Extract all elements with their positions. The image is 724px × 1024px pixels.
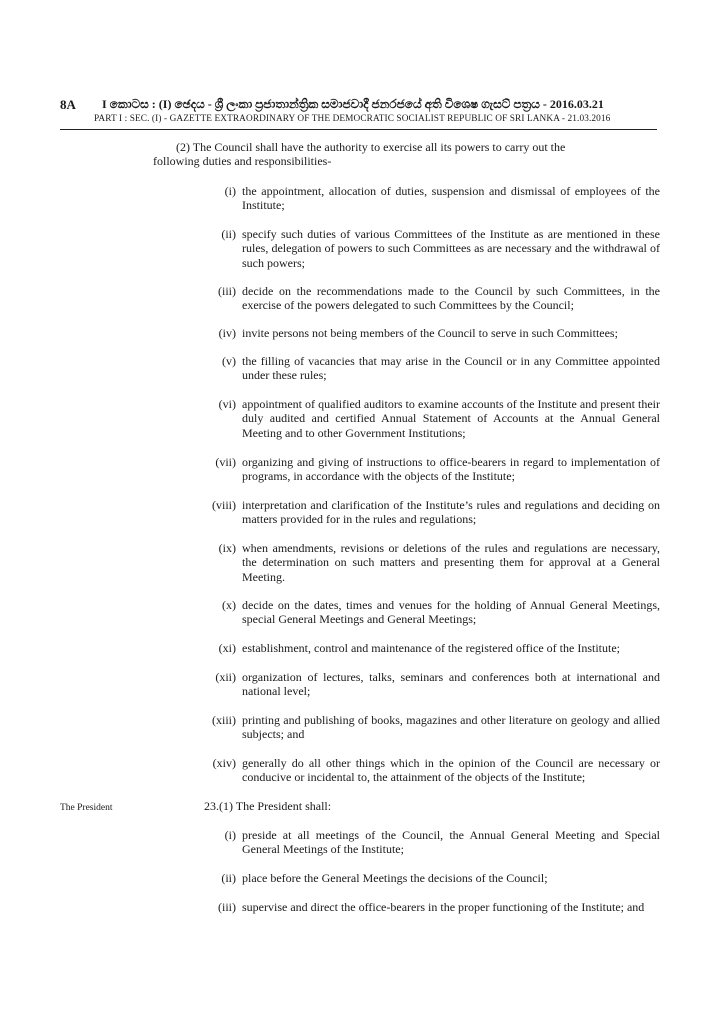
item-number: (ii)	[221, 227, 236, 241]
item-number: (ix)	[218, 541, 236, 555]
header-rule	[60, 129, 657, 130]
item-number: (iii)	[218, 284, 236, 298]
item-number: (vi)	[218, 397, 236, 411]
item-text: printing and publishing of books, magazines and other literature on geology and allied subjects; and	[242, 713, 660, 742]
page-number: 8A	[60, 97, 76, 112]
item-text: establishment, control and maintenance of the registered office of the Institute;	[242, 641, 620, 655]
header-english-line: PART I : SEC. (I) - GAZETTE EXTRAORDINARY OF THE DEMOCRATIC SOCIALIST REPUBLIC OF SRI LANKA - 21.03.2016	[94, 114, 611, 124]
item-number: (xiv)	[212, 756, 236, 770]
item-number: (xiii)	[212, 713, 236, 727]
item-number: (xii)	[215, 670, 236, 684]
item-number: (ii)	[221, 871, 236, 885]
item-number: (iii)	[218, 900, 236, 914]
item-text: organizing and giving of instructions to office-bearers in regard to implementation of programs, in accordance with the objects of the Institute;	[242, 455, 660, 484]
item-number: (iv)	[218, 326, 236, 340]
item-number: (v)	[222, 354, 236, 368]
item-number: (x)	[222, 598, 236, 612]
item-text: interpretation and clarification of the Institute’s rules and regulations and deciding on matters provided for in the rules and regulations;	[242, 498, 660, 527]
item-text: generally do all other things which in the opinion of the Council are necessary or conducive or incidental to, the attainment of the objects of the Institute;	[242, 756, 660, 785]
item-number: (i)	[224, 184, 236, 198]
item-text: place before the General Meetings the decisions of the Council;	[242, 871, 548, 885]
item-text: decide on the recommendations made to the Council by such Committees, in the exercise of the powers delegated to such Committees by the Council;	[242, 284, 660, 313]
item-number: (i)	[224, 828, 236, 842]
item-number: (vii)	[215, 455, 236, 469]
item-text: decide on the dates, times and venues for the holding of Annual General Meetings, special General Meetings and General Meetings;	[242, 598, 660, 627]
section-23-heading: 23.(1) The President shall:	[204, 799, 332, 813]
item-text: preside at all meetings of the Council, the Annual General Meeting and Special General Meetings of the Institute;	[242, 828, 660, 857]
clause-2-line-1: (2) The Council shall have the authority to exercise all its powers to carry out the	[176, 140, 566, 154]
margin-note-the-president: The President	[60, 803, 113, 813]
item-text: invite persons not being members of the Council to serve in such Committees;	[242, 326, 618, 340]
item-text: the filling of vacancies that may arise in the Council or in any Committee appointed under these rules;	[242, 354, 660, 383]
item-number: (xi)	[218, 641, 236, 655]
header-sinhala-line: I කොටස : (I) ඡෙදය - ශ්‍රී ලංකා ප්‍රජාතාන්ත්‍රික සමාජවාදී ජනරජයේ අති විශෙෂ ගැසට් පත්‍රය - 2016.03.21	[102, 97, 604, 111]
item-text: when amendments, revisions or deletions of the rules and regulations are necessary, the determination on such matters and presenting them for approval at a General Meeting.	[242, 541, 660, 584]
clause-2-line-2: following duties and responsibilities-	[153, 154, 332, 168]
item-text: supervise and direct the office-bearers in the proper functioning of the Institute; and	[242, 900, 645, 914]
item-text: organization of lectures, talks, seminars and conferences both at international and national level;	[242, 670, 660, 699]
item-text: the appointment, allocation of duties, suspension and dismissal of employees of the Institute;	[242, 184, 660, 213]
item-text: specify such duties of various Committees of the Institute as are mentioned in these rules, delegation of powers to such Committees as are necessary and the withdrawal of such powers;	[242, 227, 660, 270]
item-number: (viii)	[212, 498, 236, 512]
clause-2-intro	[153, 140, 656, 168]
item-text: appointment of qualified auditors to examine accounts of the Institute and present their duly audited and certified Annual Statement of Accounts at the Annual General Meeting and to other Government Institutions;	[242, 397, 660, 440]
